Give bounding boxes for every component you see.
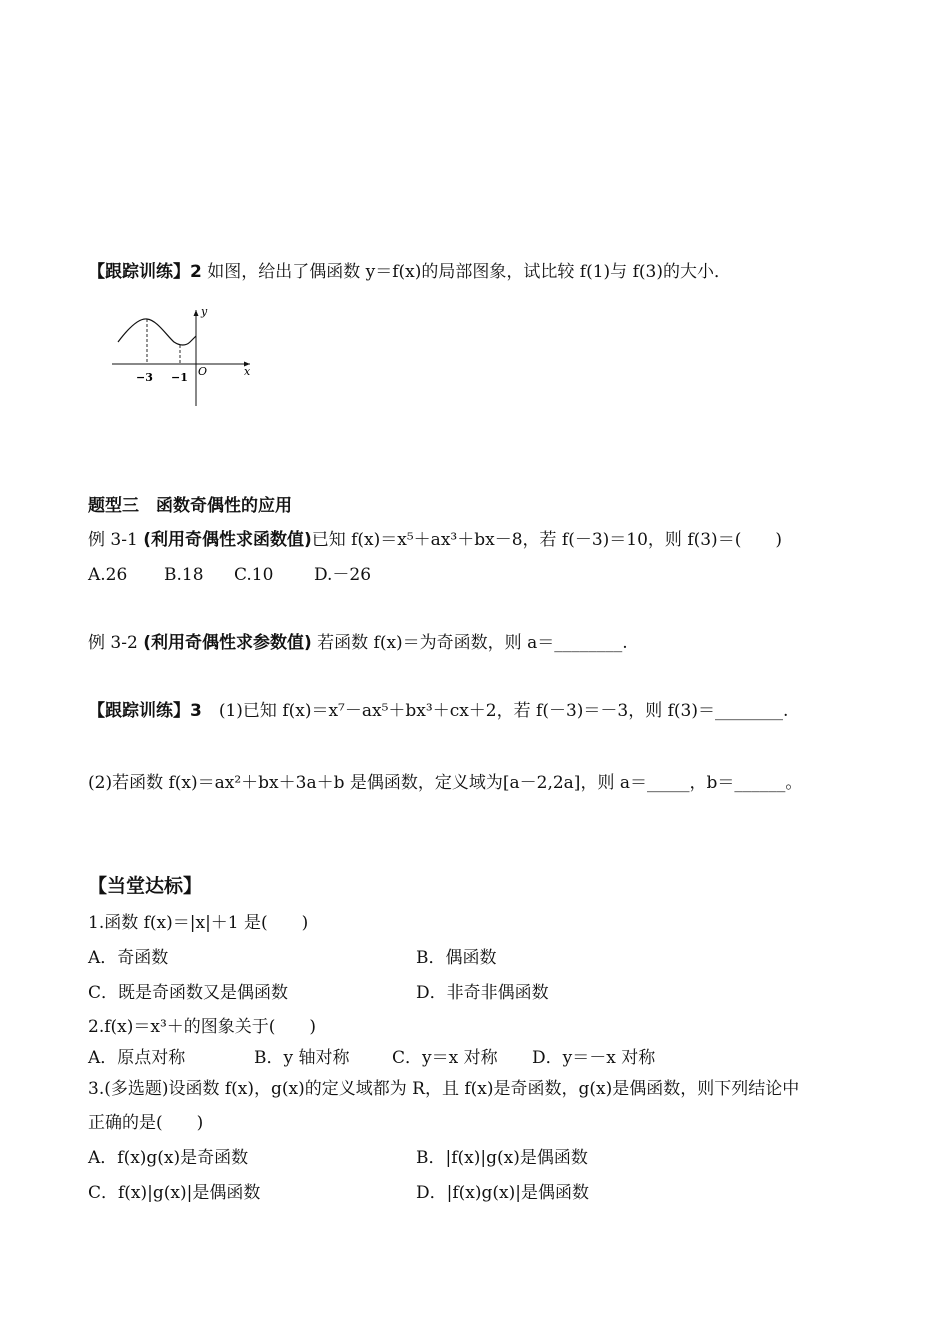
example-3-2-tag: (利用奇偶性求参数值) (143, 633, 312, 653)
q2-options (88, 1046, 655, 1070)
example-3-1-prefix: 例 3-1 (88, 530, 144, 550)
example-3-1-options (88, 563, 371, 587)
q3-option-a: A．f(x)g(x)是奇函数 (88, 1148, 249, 1168)
q2-option-a: A．原点对称 (88, 1048, 186, 1068)
example-3-1-text: 已知 f(x)＝x⁵＋ax³＋bx－8，若 f(－3)＝10，则 f(3)＝( ) (311, 530, 782, 550)
example-3-2-prefix: 例 3-2 (88, 633, 144, 653)
q2-stem: 2.f(x)＝x³＋的图象关于( ) (88, 1017, 317, 1037)
function-curve (118, 319, 196, 345)
tracking-2-text: 如图，给出了偶函数 y＝f(x)的局部图象，试比较 f(1)与 f(3)的大小． (201, 262, 731, 282)
x-axis-label: x (244, 365, 251, 378)
q2-option-c: C．y＝x 对称 (392, 1048, 498, 1068)
section-3-title: 题型三 函数奇偶性的应用 (88, 496, 292, 516)
q2-option-d: D．y＝－x 对称 (532, 1048, 656, 1068)
tick-label-minus3: −3 (136, 371, 153, 384)
q1-option-b: B．偶函数 (416, 948, 497, 968)
example-3-1-tag: (利用奇偶性求函数值) (143, 530, 312, 550)
tracking-3-label: 【跟踪训练】3 (88, 701, 202, 721)
q3-option-b: B．|f(x)|g(x)是偶函数 (416, 1148, 588, 1168)
example-3-1-option-a: A.26 (88, 565, 128, 585)
tracking-2-line (88, 260, 731, 284)
y-axis-arrow-icon (194, 310, 199, 316)
q1-stem: 1.函数 f(x)＝|x|＋1 是( ) (88, 913, 309, 933)
example-3-2-text: 若函数 f(x)＝为奇函数，则 a＝________. (311, 633, 628, 653)
y-axis-label: y (201, 305, 208, 318)
example-3-1-option-c: C.10 (234, 565, 274, 585)
tracking-2-label: 【跟踪训练】2 (88, 262, 202, 282)
even-function-graph (112, 302, 262, 410)
classwork-title: 【当堂达标】 (88, 875, 203, 897)
tracking-3-part1-text: (1)已知 f(x)＝x⁷－ax⁵＋bx³＋cx＋2，若 f(－3)＝－3，则 f(3)＝________. (201, 701, 789, 721)
example-3-1 (88, 528, 782, 552)
example-3-2 (88, 631, 628, 655)
tick-label-minus1: −1 (171, 371, 188, 384)
example-3-1-option-d: D.－26 (314, 565, 372, 585)
example-3-1-option-b: B.18 (164, 565, 204, 585)
q3-option-c: C．f(x)|g(x)|是偶函数 (88, 1183, 261, 1203)
q1-option-c: C．既是奇函数又是偶函数 (88, 983, 289, 1003)
tracking-3-part1 (88, 699, 788, 723)
tracking-3-part2: (2)若函数 f(x)＝ax²＋bx＋3a＋b 是偶函数，定义域为[a－2,2a]，则 a＝_____，b＝______。 (88, 773, 803, 793)
q1-option-a: A．奇函数 (88, 948, 169, 968)
q1-option-d: D．非奇非偶函数 (416, 983, 549, 1003)
q3-stem-line1: 3.(多选题)设函数 f(x)，g(x)的定义域都为 R，且 f(x)是奇函数，g(x)是偶函数，则下列结论中 (88, 1079, 800, 1099)
q2-option-b: B．y 轴对称 (254, 1048, 350, 1068)
origin-label: O (198, 365, 208, 378)
q3-option-d: D．|f(x)g(x)|是偶函数 (416, 1183, 589, 1203)
q3-stem-line2: 正确的是( ) (88, 1113, 204, 1133)
